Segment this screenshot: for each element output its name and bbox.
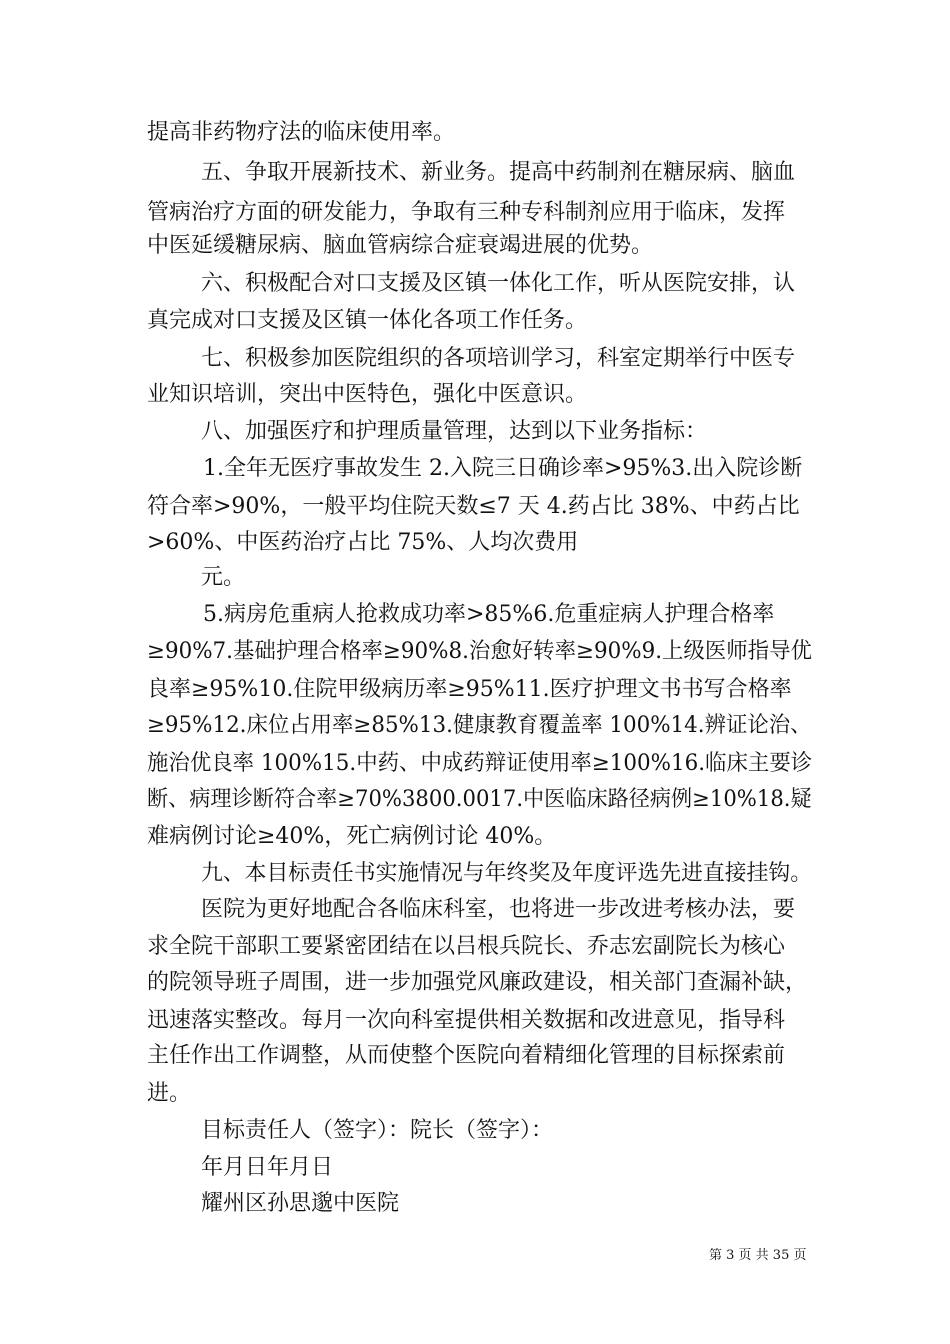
paragraph-line: 业知识培训，突出中医特色，强化中医意识。 (147, 382, 588, 407)
paragraph-line: 主任作出工作调整，从而使整个医院向着精细化管理的目标探索前 (147, 1043, 786, 1068)
organization-name: 耀州区孙思邈中医院 (201, 1191, 400, 1216)
paragraph-line: 医院为更好地配合各临床科室，也将进一步改进考核办法，要 (201, 897, 796, 922)
paragraph-line: >60%、中医药治疗占比 75%、人均次费用 (147, 530, 579, 555)
paragraph-line: ≥90%7.基础护理合格率≥90%8.治愈好转率≥90%9.上级医师指导优 (147, 639, 812, 664)
signature-line: 目标责任人（签字）：院长（签字）： (201, 1118, 554, 1143)
paragraph-line: 进。 (147, 1081, 192, 1106)
paragraph-line: 符合率>90%，一般平均住院天数≤7 天 4.药占比 38%、中药占比 (147, 494, 800, 519)
paragraph-line: 提高非药物疗法的临床使用率。 (147, 120, 456, 145)
paragraph-line: 五、争取开展新技术、新业务。提高中药制剂在糖尿病、脑血 (201, 160, 796, 185)
paragraph-line: 八、加强医疗和护理质量管理，达到以下业务指标： (201, 419, 708, 444)
paragraph-line: 求全院干部职工要紧密团结在以吕根兵院长、乔志宏副院长为核心 (147, 934, 786, 959)
date-line: 年月日年月日 (201, 1155, 334, 1180)
paragraph-line: 九、本目标责任书实施情况与年终奖及年度评选先进直接挂钩。 (201, 861, 813, 886)
paragraph-line: 迅速落实整改。每月一次向科室提供相关数据和改进意见，指导科 (147, 1008, 786, 1033)
paragraph-line: 六、积极配合对口支援及区镇一体化工作，听从医院安排，认 (201, 271, 796, 296)
paragraph-line: 断、病理诊断符合率≥70%3800.0017.中医临床路径病例≥10%18.疑 (147, 787, 812, 812)
paragraph-line: 元。 (201, 565, 246, 590)
paragraph-line: 的院领导班子周围，进一步加强党风廉政建设，相关部门查漏补缺， (147, 970, 808, 995)
paragraph-line: 七、积极参加医院组织的各项培训学习，科室定期举行中医专 (201, 346, 796, 371)
paragraph-line: 5.病房危重病人抢救成功率>85%6.危重症病人护理合格率 (203, 602, 775, 627)
paragraph-line: ≥95%12.床位占用率≥85%13.健康教育覆盖率 100%14.辨证论治、 (147, 713, 812, 738)
paragraph-line: 良率≥95%10.住院甲级病历率≥95%11.医疗护理文书书写合格率 (147, 677, 792, 702)
page-number-footer: 第 3 页 共 35 页 (709, 1248, 807, 1263)
paragraph-line: 管病治疗方面的研发能力，争取有三种专科制剂应用于临床，发挥 (147, 200, 786, 225)
paragraph-line: 难病例讨论≥40%，死亡病例讨论 40%。 (147, 824, 557, 849)
paragraph-line: 真完成对口支援及区镇一体化各项工作任务。 (147, 308, 588, 333)
paragraph-line: 1.全年无医疗事故发生 2.入院三日确诊率>95%3.出入院诊断 (203, 456, 803, 481)
paragraph-line: 中医延缓糖尿病、脑血管病综合症衰竭进展的优势。 (147, 233, 654, 258)
paragraph-line: 施治优良率 100%15.中药、中成药辩证使用率≥100%16.临床主要诊 (147, 751, 813, 776)
